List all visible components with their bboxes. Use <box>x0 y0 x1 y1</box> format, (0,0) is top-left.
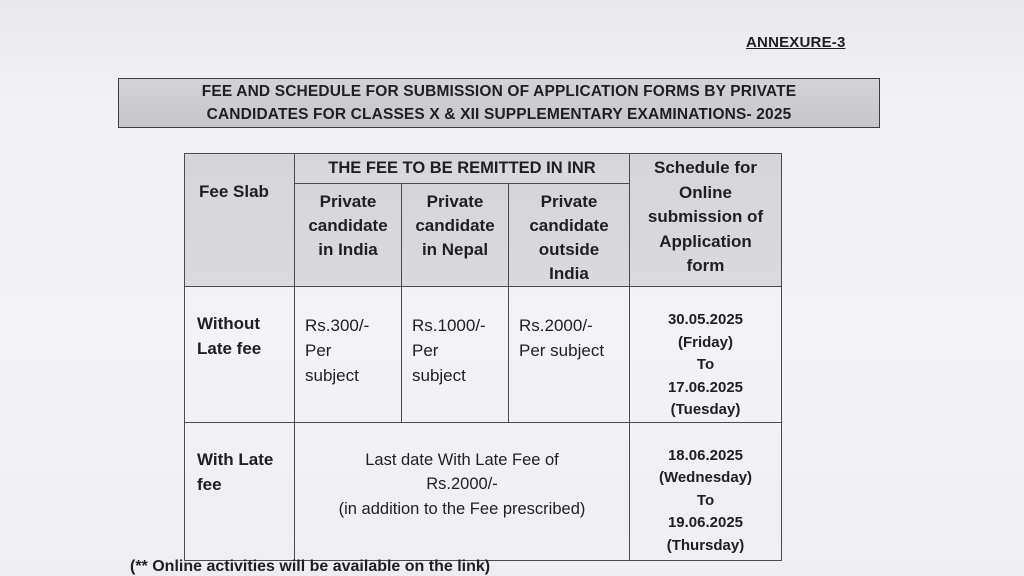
fee-line: subject <box>412 366 466 385</box>
header-outside-line: candidate <box>529 216 609 235</box>
fee-slab-line: With Late <box>197 449 274 469</box>
fee-line: Rs.1000/- <box>412 316 486 335</box>
schedule-line: (Tuesday) <box>670 401 741 418</box>
header-fee-slab: Fee Slab <box>185 154 295 287</box>
schedule-line: 18.06.2025 <box>667 446 744 464</box>
schedule-line: (Thursday) <box>666 536 745 554</box>
schedule-line: 19.06.2025 <box>667 514 744 531</box>
header-india-line: in India <box>318 240 378 259</box>
schedule-line: 17.06.2025 <box>667 378 744 396</box>
schedule-line: (Friday) <box>677 333 733 351</box>
table-header-row <box>185 154 782 184</box>
fee-slab-line: Late fee <box>197 339 262 358</box>
fee-nepal-cell <box>402 287 509 423</box>
header-outside-line: Private <box>540 192 598 211</box>
schedule-line: (Wednesday) <box>658 469 753 486</box>
schedule-dates-cell <box>630 287 782 423</box>
late-fee-line: (in addition to the Fee prescribed) <box>338 499 586 518</box>
fee-india-cell <box>295 287 402 423</box>
fee-outside-cell <box>509 287 630 423</box>
header-schedule <box>630 154 782 287</box>
fee-line: Rs.2000/- <box>519 316 593 335</box>
header-india-line: Private <box>319 192 377 211</box>
header-nepal-line: candidate <box>415 216 495 235</box>
header-nepal-line: Private <box>426 192 484 211</box>
fee-line: Rs.300/- <box>305 316 370 335</box>
header-fee-group: THE FEE TO BE REMITTED IN INR <box>295 154 630 184</box>
fee-slab-cell <box>185 287 295 423</box>
fee-line: Per subject <box>519 341 605 360</box>
header-schedule-line: submission of <box>647 207 764 226</box>
late-fee-note-cell <box>295 422 630 560</box>
header-outside-line: outside <box>538 240 600 259</box>
header-india-line: candidate <box>308 216 388 235</box>
fee-slab-cell <box>185 422 295 560</box>
header-schedule-line: Application <box>659 231 752 251</box>
late-fee-line: Rs.2000/- <box>426 475 498 493</box>
fee-schedule-table <box>184 153 782 561</box>
header-schedule-line: Online <box>679 182 732 202</box>
footnote: (** Online activities will be available on the link) <box>130 558 491 575</box>
schedule-dates-cell <box>630 422 782 560</box>
fee-slab-line: Without <box>197 314 261 333</box>
title-line-2: CANDIDATES FOR CLASSES X & XII SUPPLEMENTARY EXAMINATIONS- 2025 <box>206 106 792 123</box>
document-title-box <box>118 78 880 128</box>
fee-slab-line: fee <box>197 474 222 494</box>
fee-line: subject <box>305 366 359 385</box>
header-schedule-line: Schedule for <box>654 158 757 177</box>
table-row-with-late-fee <box>185 422 782 560</box>
schedule-line: To <box>696 491 715 509</box>
schedule-line: To <box>696 356 715 373</box>
fee-line: Per <box>305 341 332 360</box>
header-outside-india <box>509 184 630 287</box>
header-india <box>295 184 402 287</box>
header-nepal-line: in Nepal <box>421 240 489 259</box>
title-line-1: FEE AND SCHEDULE FOR SUBMISSION OF APPLICATION FORMS BY PRIVATE <box>201 83 797 100</box>
header-nepal <box>402 184 509 287</box>
schedule-line: 30.05.2025 <box>667 311 744 328</box>
annexure-label: ANNEXURE-3 <box>746 34 846 51</box>
header-outside-line: India <box>549 264 589 283</box>
header-schedule-line: form <box>686 256 725 275</box>
table-row-without-late-fee <box>185 287 782 423</box>
late-fee-line: Last date With Late Fee of <box>365 450 559 469</box>
fee-line: Per <box>412 341 439 360</box>
